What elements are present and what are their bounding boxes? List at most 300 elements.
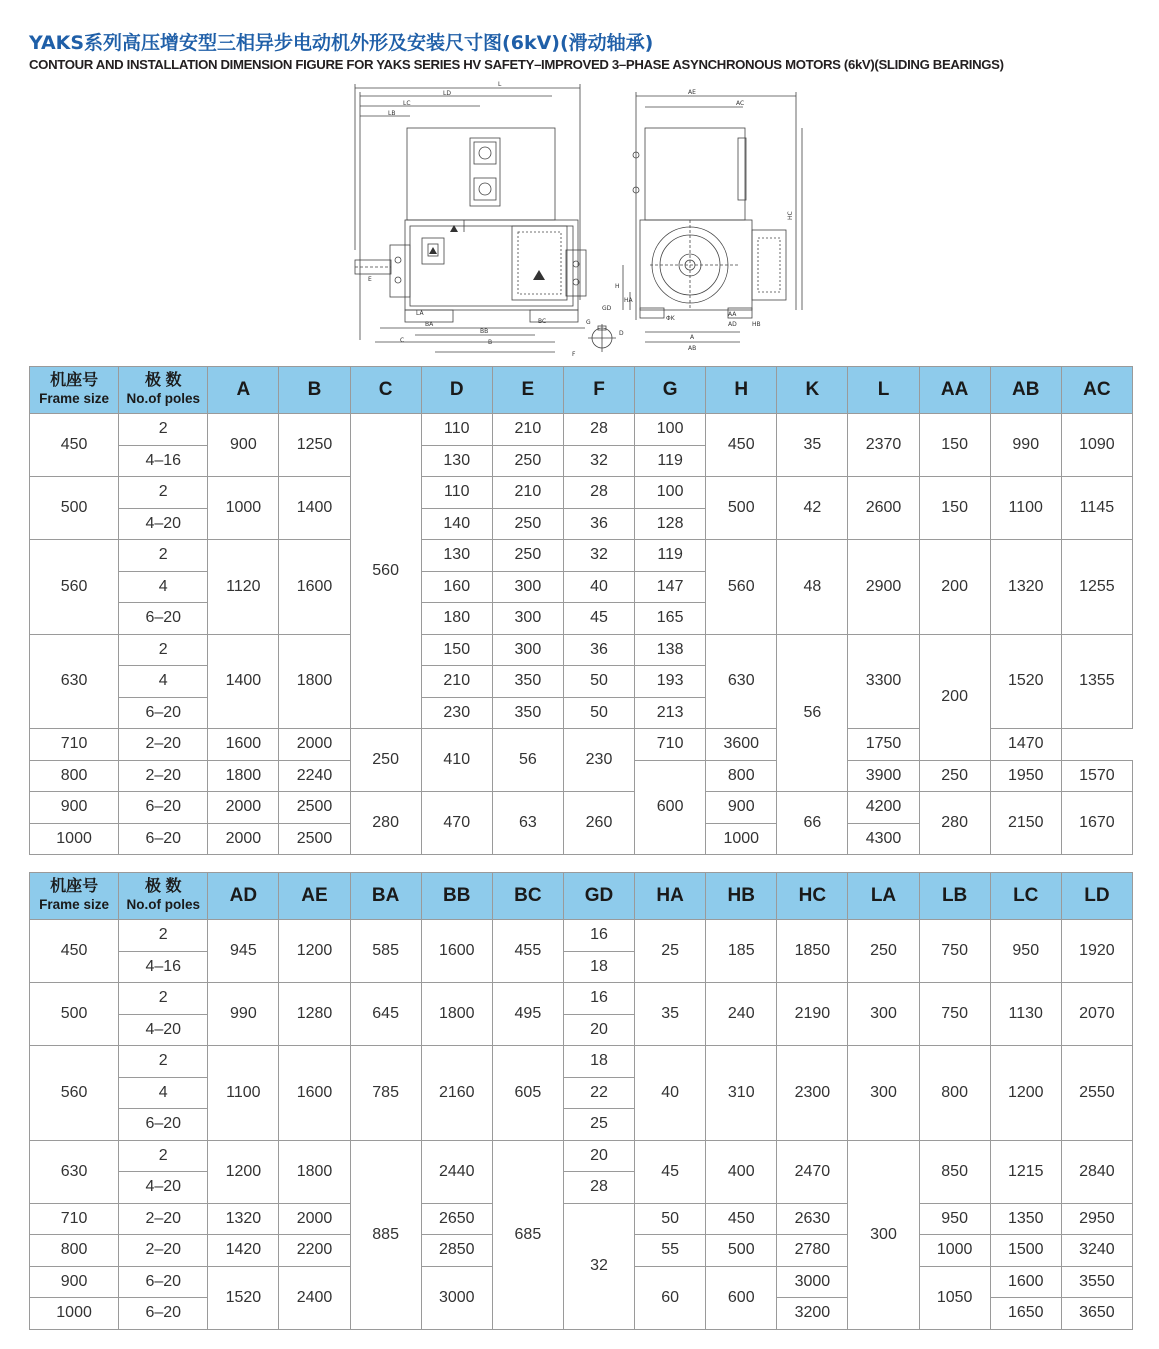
cell: 630 bbox=[30, 1140, 119, 1203]
header-AD: AD bbox=[208, 873, 279, 920]
cell: 1600 bbox=[421, 920, 492, 983]
cell: 2150 bbox=[990, 792, 1061, 855]
cell: 630 bbox=[30, 634, 119, 729]
cell: 2500 bbox=[279, 823, 350, 855]
cell: 1200 bbox=[990, 1046, 1061, 1141]
cell: 630 bbox=[706, 634, 777, 729]
dim-G-label: G bbox=[586, 319, 591, 326]
header-H: H bbox=[706, 367, 777, 414]
cell: 45 bbox=[563, 603, 634, 635]
cell: 350 bbox=[492, 697, 563, 729]
cell: 2630 bbox=[777, 1203, 848, 1235]
cell: 800 bbox=[30, 760, 119, 792]
cell: 193 bbox=[635, 666, 706, 698]
cell: 25 bbox=[563, 1109, 634, 1141]
cell: 6–20 bbox=[119, 823, 208, 855]
cell: 500 bbox=[30, 983, 119, 1046]
header-BA: BA bbox=[350, 873, 421, 920]
header-G: G bbox=[635, 367, 706, 414]
dim-AD-label: AD bbox=[728, 321, 737, 328]
cell: 2000 bbox=[279, 1203, 350, 1235]
cell: 1670 bbox=[1061, 792, 1132, 855]
cell: 2400 bbox=[279, 1266, 350, 1329]
cell: 45 bbox=[635, 1140, 706, 1203]
cell: 2780 bbox=[777, 1235, 848, 1267]
cell: 138 bbox=[635, 634, 706, 666]
cell: 1250 bbox=[279, 414, 350, 477]
cell: 850 bbox=[919, 1140, 990, 1203]
cell: 1000 bbox=[208, 477, 279, 540]
table-row bbox=[30, 983, 1133, 1015]
cell: 585 bbox=[350, 920, 421, 983]
cell: 6–20 bbox=[119, 1266, 208, 1298]
cell: 560 bbox=[30, 540, 119, 635]
cell: 210 bbox=[492, 414, 563, 446]
cell: 210 bbox=[492, 477, 563, 509]
cell: 28 bbox=[563, 1172, 634, 1204]
cell: 800 bbox=[706, 760, 777, 792]
cell: 605 bbox=[492, 1046, 563, 1141]
cell: 2000 bbox=[208, 792, 279, 824]
cell: 16 bbox=[563, 983, 634, 1015]
cell: 1750 bbox=[848, 729, 919, 761]
cell: 1400 bbox=[279, 477, 350, 540]
cell: 600 bbox=[706, 1266, 777, 1329]
dim-F-label: F bbox=[572, 351, 576, 358]
dimension-table-1 bbox=[29, 366, 1133, 855]
cell: 300 bbox=[492, 634, 563, 666]
cell: 710 bbox=[635, 729, 706, 761]
cell: 685 bbox=[492, 1140, 563, 1329]
cell: 750 bbox=[919, 920, 990, 983]
cell: 18 bbox=[563, 1046, 634, 1078]
cell: 36 bbox=[563, 634, 634, 666]
cell: 350 bbox=[492, 666, 563, 698]
cell: 400 bbox=[706, 1140, 777, 1203]
dim-AB-label: AB bbox=[688, 345, 697, 352]
dim-AA-label: AA bbox=[728, 311, 737, 318]
cell: 1600 bbox=[279, 1046, 350, 1141]
cell: 2840 bbox=[1061, 1140, 1132, 1203]
cell: 300 bbox=[848, 983, 919, 1046]
cell: 2000 bbox=[208, 823, 279, 855]
cell: 2650 bbox=[421, 1203, 492, 1235]
cell: 800 bbox=[30, 1235, 119, 1267]
cell: 280 bbox=[919, 792, 990, 855]
cell: 3900 bbox=[848, 760, 919, 792]
cell: 645 bbox=[350, 983, 421, 1046]
cell: 900 bbox=[208, 414, 279, 477]
table-row bbox=[30, 1046, 1133, 1078]
table-row bbox=[30, 1203, 1133, 1235]
table-row bbox=[30, 920, 1133, 952]
table-row bbox=[30, 1140, 1133, 1172]
header-frame-size: 机座号 Frame size bbox=[30, 873, 119, 920]
dim-AC-label: AC bbox=[736, 100, 745, 107]
page-title-cn: YAKS系列高压增安型三相异步电动机外形及安装尺寸图(6kV)(滑动轴承) bbox=[29, 32, 654, 54]
dim-HA-label: HA bbox=[624, 297, 633, 304]
cell: 250 bbox=[919, 760, 990, 792]
cell: 18 bbox=[563, 951, 634, 983]
table-row bbox=[30, 414, 1133, 446]
header-A: A bbox=[208, 367, 279, 414]
dim-GD-label: GD bbox=[602, 305, 612, 312]
cell: 1000 bbox=[30, 1298, 119, 1330]
cell: 1600 bbox=[208, 729, 279, 761]
cell: 4 bbox=[119, 666, 208, 698]
cell: 2070 bbox=[1061, 983, 1132, 1046]
cell: 150 bbox=[919, 414, 990, 477]
header-HA: HA bbox=[635, 873, 706, 920]
cell: 310 bbox=[706, 1046, 777, 1141]
cell: 2240 bbox=[279, 760, 350, 792]
cell: 180 bbox=[421, 603, 492, 635]
cell: 20 bbox=[563, 1014, 634, 1046]
cell: 119 bbox=[635, 445, 706, 477]
table-row bbox=[30, 540, 1133, 572]
cell: 2–20 bbox=[119, 760, 208, 792]
cell: 500 bbox=[706, 1235, 777, 1267]
header-F: F bbox=[563, 367, 634, 414]
cell: 4–16 bbox=[119, 445, 208, 477]
cell: 1320 bbox=[990, 540, 1061, 635]
cell: 2 bbox=[119, 920, 208, 952]
cell: 32 bbox=[563, 540, 634, 572]
cell: 1920 bbox=[1061, 920, 1132, 983]
cell: 2550 bbox=[1061, 1046, 1132, 1141]
cell: 2 bbox=[119, 1140, 208, 1172]
cell: 240 bbox=[706, 983, 777, 1046]
cell: 1145 bbox=[1061, 477, 1132, 540]
cell: 6–20 bbox=[119, 792, 208, 824]
cell: 28 bbox=[563, 477, 634, 509]
cell: 900 bbox=[706, 792, 777, 824]
table-row bbox=[30, 477, 1133, 509]
table-header-row bbox=[30, 873, 1133, 920]
cell: 560 bbox=[30, 1046, 119, 1141]
header-BB: BB bbox=[421, 873, 492, 920]
cell: 1000 bbox=[706, 823, 777, 855]
cell: 750 bbox=[919, 983, 990, 1046]
cell: 4–16 bbox=[119, 951, 208, 983]
cell: 1600 bbox=[279, 540, 350, 635]
cell: 22 bbox=[563, 1077, 634, 1109]
cell: 16 bbox=[563, 920, 634, 952]
cell: 4200 bbox=[848, 792, 919, 824]
header-K: K bbox=[777, 367, 848, 414]
cell: 1120 bbox=[208, 540, 279, 635]
cell: 560 bbox=[350, 414, 421, 729]
cell: 500 bbox=[706, 477, 777, 540]
cell: 55 bbox=[635, 1235, 706, 1267]
cell: 250 bbox=[492, 445, 563, 477]
dim-AE-label: AE bbox=[688, 89, 696, 96]
cell: 3240 bbox=[1061, 1235, 1132, 1267]
page-title-en: CONTOUR AND INSTALLATION DIMENSION FIGURE FOR YAKS SERIES HV SAFETY–IMPROVED 3–PHASE ASYNCHRONOUS MOTORS (6kV)(SLIDING BEARINGS) bbox=[29, 57, 1004, 72]
cell: 1500 bbox=[990, 1235, 1061, 1267]
cell: 1650 bbox=[990, 1298, 1061, 1330]
header-GD: GD bbox=[563, 873, 634, 920]
cell: 3000 bbox=[777, 1266, 848, 1298]
cell: 2 bbox=[119, 540, 208, 572]
cell: 300 bbox=[848, 1046, 919, 1141]
dim-LD-label: LD bbox=[443, 90, 451, 97]
header-LB: LB bbox=[919, 873, 990, 920]
cell: 32 bbox=[563, 445, 634, 477]
cell: 1320 bbox=[208, 1203, 279, 1235]
cell: 4 bbox=[119, 571, 208, 603]
cell: 42 bbox=[777, 477, 848, 540]
motor-dimension-drawing bbox=[340, 80, 820, 365]
cell: 4–20 bbox=[119, 1014, 208, 1046]
cell: 2900 bbox=[848, 540, 919, 635]
cell: 2370 bbox=[848, 414, 919, 477]
cell: 20 bbox=[563, 1140, 634, 1172]
cell: 710 bbox=[30, 729, 119, 761]
header-E: E bbox=[492, 367, 563, 414]
cell: 147 bbox=[635, 571, 706, 603]
cell: 50 bbox=[635, 1203, 706, 1235]
cell: 63 bbox=[492, 792, 563, 855]
cell: 1215 bbox=[990, 1140, 1061, 1203]
cell: 1200 bbox=[279, 920, 350, 983]
cell: 1950 bbox=[990, 760, 1061, 792]
cell: 140 bbox=[421, 508, 492, 540]
cell: 130 bbox=[421, 445, 492, 477]
cell: 3300 bbox=[848, 634, 919, 729]
dim-LA-label: LA bbox=[416, 310, 424, 317]
cell: 500 bbox=[30, 477, 119, 540]
dim-E-label: E bbox=[368, 276, 372, 283]
cell: 4–20 bbox=[119, 508, 208, 540]
cell: 2–20 bbox=[119, 729, 208, 761]
cell: 150 bbox=[919, 477, 990, 540]
cell: 210 bbox=[421, 666, 492, 698]
cell: 128 bbox=[635, 508, 706, 540]
cell: 3600 bbox=[706, 729, 777, 761]
cell: 1570 bbox=[1061, 760, 1132, 792]
cell: 410 bbox=[421, 729, 492, 792]
cell: 50 bbox=[563, 666, 634, 698]
header-HB: HB bbox=[706, 873, 777, 920]
dim-BB-label: BB bbox=[480, 328, 489, 335]
cell: 450 bbox=[30, 414, 119, 477]
cell: 250 bbox=[492, 540, 563, 572]
dim-B-label: B bbox=[488, 339, 493, 346]
table-header-row bbox=[30, 367, 1133, 414]
header-HC: HC bbox=[777, 873, 848, 920]
header-AE: AE bbox=[279, 873, 350, 920]
cell: 600 bbox=[635, 760, 706, 855]
cell: 3200 bbox=[777, 1298, 848, 1330]
cell: 6–20 bbox=[119, 603, 208, 635]
cell: 2500 bbox=[279, 792, 350, 824]
cell: 1520 bbox=[990, 634, 1061, 729]
header-B: B bbox=[279, 367, 350, 414]
cell: 2160 bbox=[421, 1046, 492, 1141]
cell: 1850 bbox=[777, 920, 848, 983]
cell: 900 bbox=[30, 1266, 119, 1298]
cell: 495 bbox=[492, 983, 563, 1046]
cell: 2 bbox=[119, 634, 208, 666]
cell: 300 bbox=[492, 603, 563, 635]
dim-D-label: D bbox=[619, 330, 624, 337]
cell: 6–20 bbox=[119, 1298, 208, 1330]
cell: 1400 bbox=[208, 634, 279, 729]
cell: 990 bbox=[990, 414, 1061, 477]
cell: 56 bbox=[777, 634, 848, 792]
cell: 230 bbox=[563, 729, 634, 792]
cell: 710 bbox=[30, 1203, 119, 1235]
cell: 455 bbox=[492, 920, 563, 983]
dim-K-label: ΦK bbox=[666, 315, 675, 322]
header-LA: LA bbox=[848, 873, 919, 920]
cell: 165 bbox=[635, 603, 706, 635]
cell: 260 bbox=[563, 792, 634, 855]
cell: 32 bbox=[563, 1203, 634, 1329]
dim-C-label: C bbox=[400, 337, 405, 344]
cell: 3550 bbox=[1061, 1266, 1132, 1298]
cell: 450 bbox=[30, 920, 119, 983]
cell: 2600 bbox=[848, 477, 919, 540]
dimension-table-2 bbox=[29, 872, 1133, 1330]
header-AB: AB bbox=[990, 367, 1061, 414]
cell: 945 bbox=[208, 920, 279, 983]
cell: 40 bbox=[635, 1046, 706, 1141]
cell: 4–20 bbox=[119, 1172, 208, 1204]
cell: 100 bbox=[635, 477, 706, 509]
cell: 2300 bbox=[777, 1046, 848, 1141]
cell: 1800 bbox=[421, 983, 492, 1046]
cell: 2190 bbox=[777, 983, 848, 1046]
cell: 6–20 bbox=[119, 1109, 208, 1141]
cell: 2470 bbox=[777, 1140, 848, 1203]
dim-A-label: A bbox=[690, 334, 695, 341]
cell: 1355 bbox=[1061, 634, 1132, 729]
cell: 2950 bbox=[1061, 1203, 1132, 1235]
cell: 560 bbox=[706, 540, 777, 635]
cell: 250 bbox=[848, 920, 919, 983]
header-AA: AA bbox=[919, 367, 990, 414]
cell: 28 bbox=[563, 414, 634, 446]
header-C: C bbox=[350, 367, 421, 414]
cell: 2 bbox=[119, 983, 208, 1015]
cell: 950 bbox=[990, 920, 1061, 983]
cell: 450 bbox=[706, 1203, 777, 1235]
header-LC: LC bbox=[990, 873, 1061, 920]
header-AC: AC bbox=[1061, 367, 1132, 414]
cell: 110 bbox=[421, 477, 492, 509]
dim-LC-label: LC bbox=[403, 100, 411, 107]
cell: 200 bbox=[919, 540, 990, 635]
cell: 150 bbox=[421, 634, 492, 666]
cell: 160 bbox=[421, 571, 492, 603]
cell: 470 bbox=[421, 792, 492, 855]
cell: 2000 bbox=[279, 729, 350, 761]
cell: 990 bbox=[208, 983, 279, 1046]
cell: 1000 bbox=[919, 1235, 990, 1267]
cell: 48 bbox=[777, 540, 848, 635]
cell: 1420 bbox=[208, 1235, 279, 1267]
cell: 1100 bbox=[208, 1046, 279, 1141]
cell: 885 bbox=[350, 1140, 421, 1329]
cell: 2 bbox=[119, 1046, 208, 1078]
cell: 4 bbox=[119, 1077, 208, 1109]
dim-LB-label: LB bbox=[388, 110, 396, 117]
cell: 2–20 bbox=[119, 1235, 208, 1267]
dim-H-label: H bbox=[615, 283, 620, 290]
cell: 2 bbox=[119, 414, 208, 446]
cell: 2 bbox=[119, 477, 208, 509]
dim-HC-label: HC bbox=[787, 211, 794, 220]
header-poles: 极 数 No.of poles bbox=[119, 367, 208, 414]
cell: 110 bbox=[421, 414, 492, 446]
cell: 1800 bbox=[208, 760, 279, 792]
cell: 2440 bbox=[421, 1140, 492, 1203]
cell: 2–20 bbox=[119, 1203, 208, 1235]
cell: 35 bbox=[777, 414, 848, 477]
cell: 36 bbox=[563, 508, 634, 540]
cell: 2200 bbox=[279, 1235, 350, 1267]
cell: 230 bbox=[421, 697, 492, 729]
dim-BC-label: BC bbox=[538, 318, 547, 325]
cell: 1100 bbox=[990, 477, 1061, 540]
cell: 300 bbox=[848, 1140, 919, 1329]
cell: 1000 bbox=[30, 823, 119, 855]
cell: 900 bbox=[30, 792, 119, 824]
cell: 1800 bbox=[279, 634, 350, 729]
cell: 300 bbox=[492, 571, 563, 603]
cell: 785 bbox=[350, 1046, 421, 1141]
cell: 1600 bbox=[990, 1266, 1061, 1298]
cell: 1090 bbox=[1061, 414, 1132, 477]
cell: 25 bbox=[635, 920, 706, 983]
cell: 56 bbox=[492, 729, 563, 792]
dim-L-label: L bbox=[498, 81, 502, 88]
cell: 119 bbox=[635, 540, 706, 572]
cell: 280 bbox=[350, 792, 421, 855]
header-D: D bbox=[421, 367, 492, 414]
cell: 1280 bbox=[279, 983, 350, 1046]
cell: 250 bbox=[350, 729, 421, 792]
cell: 2850 bbox=[421, 1235, 492, 1267]
dim-BA-label: BA bbox=[425, 321, 434, 328]
dim-HB-label: HB bbox=[752, 321, 761, 328]
cell: 1800 bbox=[279, 1140, 350, 1203]
cell: 130 bbox=[421, 540, 492, 572]
cell: 1520 bbox=[208, 1266, 279, 1329]
cell: 950 bbox=[919, 1203, 990, 1235]
cell: 6–20 bbox=[119, 697, 208, 729]
cell: 1050 bbox=[919, 1266, 990, 1329]
cell: 213 bbox=[635, 697, 706, 729]
cell: 60 bbox=[635, 1266, 706, 1329]
table-row bbox=[30, 634, 1133, 666]
cell: 1200 bbox=[208, 1140, 279, 1203]
cell: 40 bbox=[563, 571, 634, 603]
cell: 450 bbox=[706, 414, 777, 477]
header-LD: LD bbox=[1061, 873, 1132, 920]
cell: 800 bbox=[919, 1046, 990, 1141]
cell: 1130 bbox=[990, 983, 1061, 1046]
cell: 3650 bbox=[1061, 1298, 1132, 1330]
cell: 185 bbox=[706, 920, 777, 983]
header-BC: BC bbox=[492, 873, 563, 920]
cell: 4300 bbox=[848, 823, 919, 855]
cell: 1255 bbox=[1061, 540, 1132, 635]
cell: 66 bbox=[777, 792, 848, 855]
table-row bbox=[30, 792, 1133, 824]
